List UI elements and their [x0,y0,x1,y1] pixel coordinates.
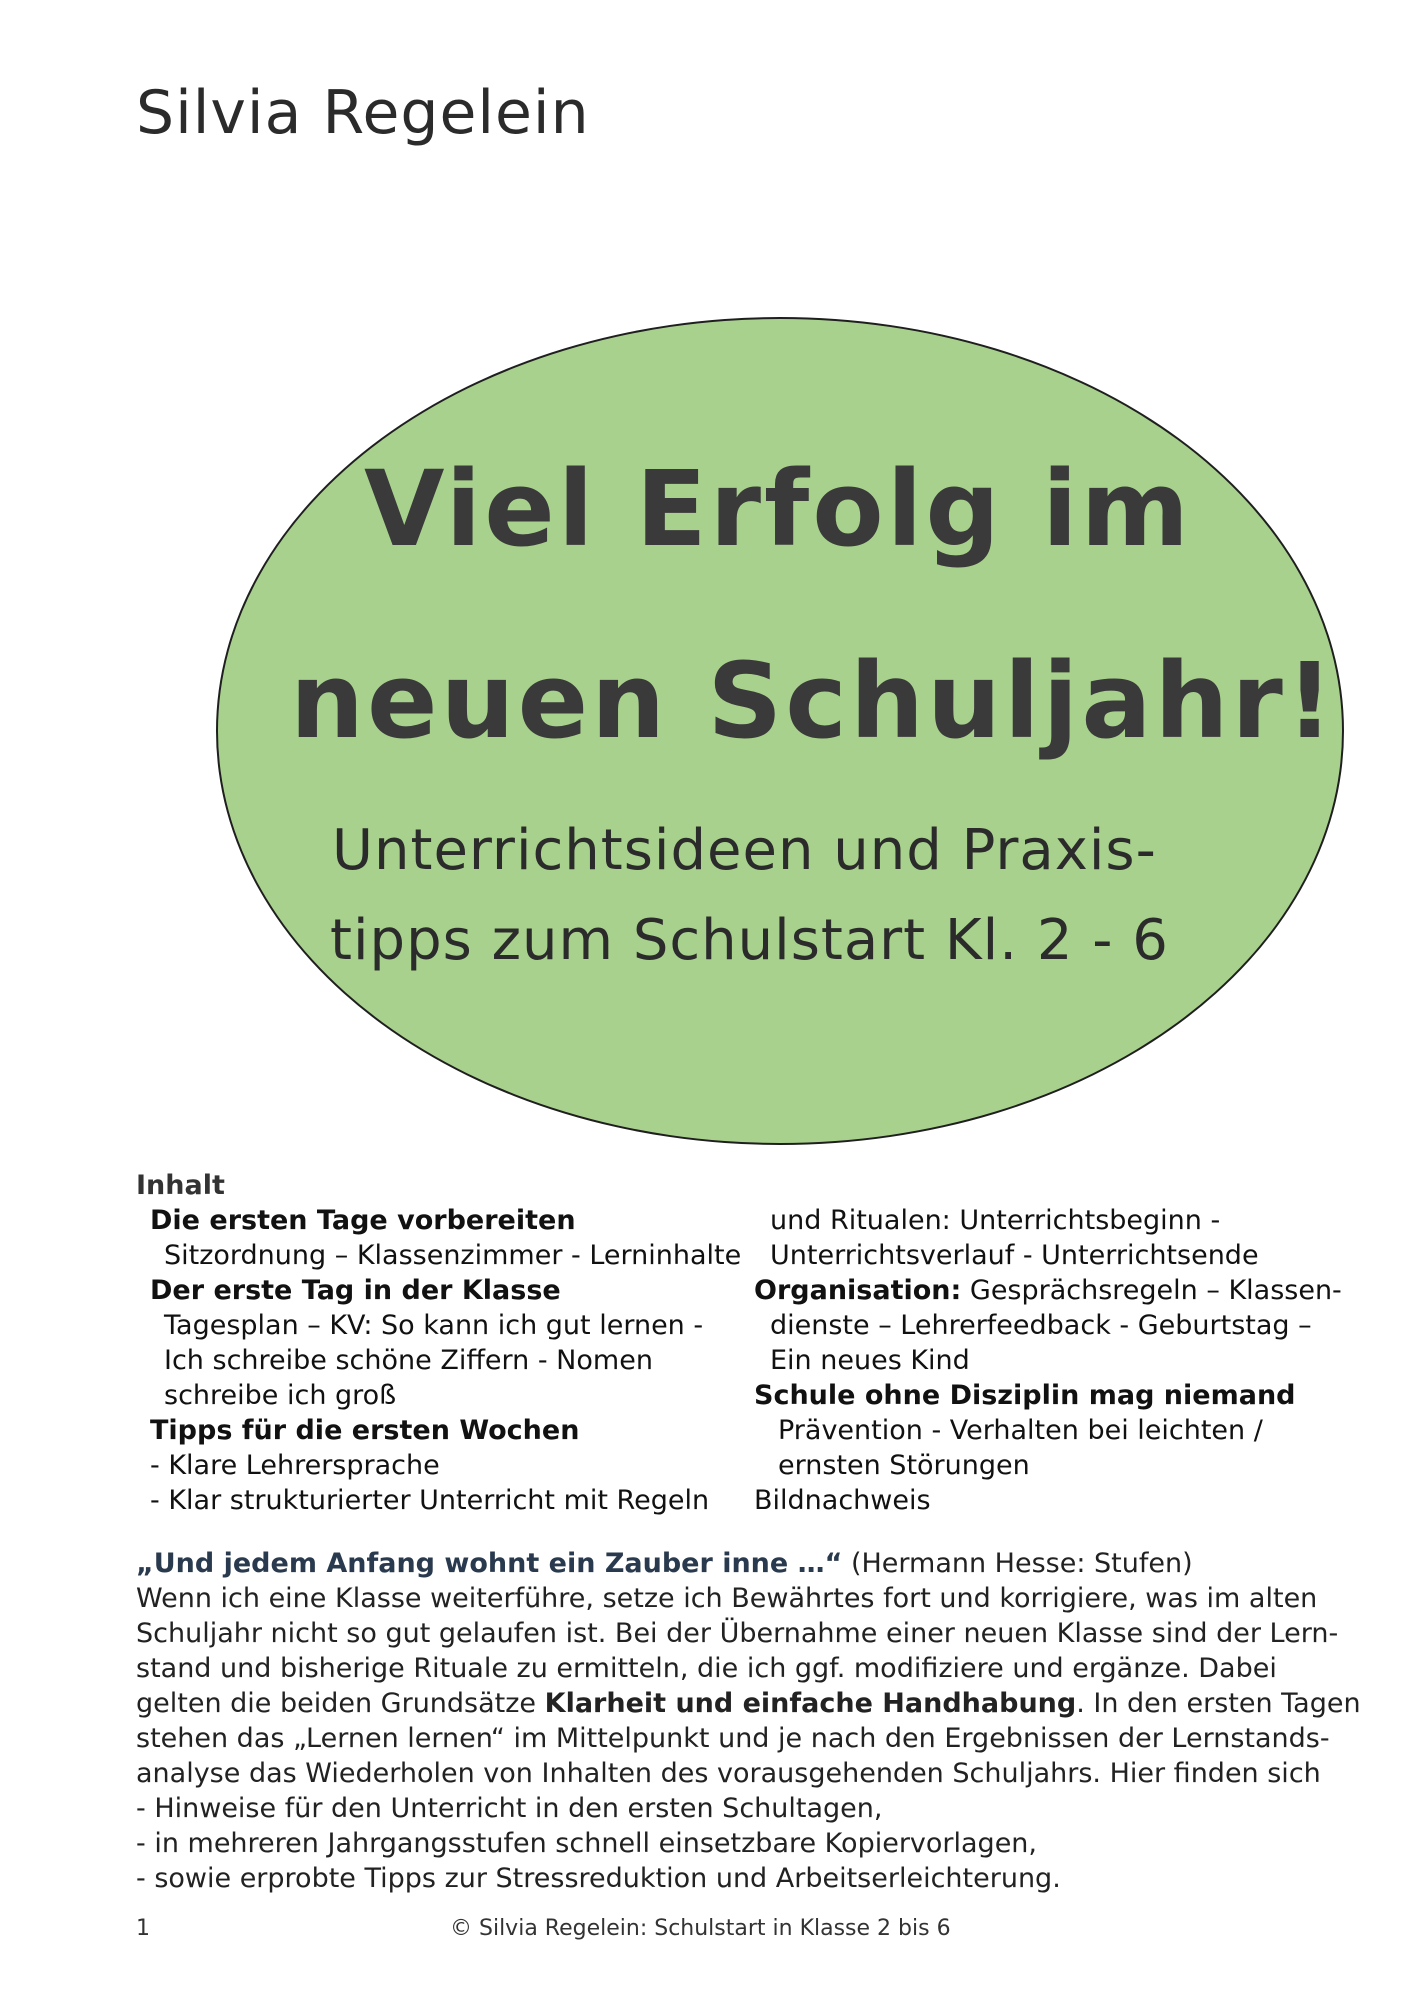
footer-copyright: © Silvia Regelein: Schulstart in Klasse 2 bis 6 [450,1916,951,1941]
title-line-2: neuen Schuljahr! [290,640,1337,762]
contents-item: Schule ohne Disziplin mag niemand [754,1380,1296,1411]
contents-item: Unterrichtsverlauf - Unterrichtsende [770,1240,1259,1271]
subtitle-line-2: tipps zum Schulstart Kl. 2 - 6 [330,908,1169,973]
intro-line: Wenn ich eine Klasse weiterführe, setze ich Bewährtes fort und korrigiere, was im alten [136,1583,1318,1614]
intro-line: - Hinweise für den Unterricht in den ersten Schultagen, [136,1793,883,1824]
contents-item-text: Gesprächsregeln – Klassen- [961,1275,1342,1306]
intro-line: - sowie erprobte Tipps zur Stressreduktion und Arbeitserleichterung. [136,1863,1061,1894]
contents-heading: Inhalt [136,1170,225,1201]
contents-item: Tagesplan – KV: So kann ich gut lernen - [164,1310,704,1341]
contents-item: schreibe ich groß [164,1380,397,1411]
intro-line: Schuljahr nicht so gut gelaufen ist. Bei der Übernahme einer neuen Klasse sind der Lern- [136,1618,1339,1649]
contents-left-column [136,1203,756,1518]
page-number: 1 [136,1916,150,1941]
contents-item: Ein neues Kind [770,1345,970,1376]
author-name: Silvia Regelein [136,78,590,148]
intro-quote: „Und jedem Anfang wohnt ein Zauber inne …“ [136,1548,843,1579]
intro-line: - in mehreren Jahrgangsstufen schnell einsetzbare Kopiervorlagen, [136,1828,1038,1859]
intro-bold-part: Klarheit und einfache Handhabung [544,1688,1077,1719]
contents-item-bold: Organisation: [754,1275,962,1306]
contents-right-column [754,1203,1374,1518]
contents-item: Prävention - Verhalten bei leichten / [778,1415,1263,1446]
intro-quote-line [136,1546,1346,1581]
contents-item: ernsten Störungen [778,1450,1030,1481]
contents-item: und Ritualen: Unterrichtsbeginn - [770,1205,1221,1236]
contents-item: Ich schreibe schöne Ziffern - Nomen [164,1345,653,1376]
intro-line: stehen das „Lernen lernen“ im Mittelpunkt und je nach den Ergebnissen der Lernstands- [136,1723,1330,1754]
contents-item: dienste – Lehrerfeedback - Geburtstag – [770,1310,1312,1341]
contents-item: Sitzordnung – Klassenzimmer - Lerninhalte [164,1240,742,1271]
intro-text [136,1546,1361,1896]
contents-item: Bildnachweis [754,1485,931,1516]
subtitle-line-1: Unterrichtsideen und Praxis- [332,818,1157,883]
intro-text-part: gelten die beiden Grundsätze [136,1688,545,1719]
intro-line [136,1686,1361,1721]
intro-quote-source: (Hermann Hesse: Stufen) [842,1548,1193,1579]
intro-line: analyse das Wiederholen von Inhalten des vorausgehenden Schuljahrs. Hier finden sich [136,1758,1321,1789]
contents-item: Tipps für die ersten Wochen [150,1415,580,1446]
contents-item: Die ersten Tage vorbereiten [150,1205,576,1236]
contents-item [754,1273,1374,1308]
contents-item: - Klar strukturierter Unterricht mit Regeln [150,1485,710,1516]
contents-item: - Klare Lehrersprache [150,1450,440,1481]
title-line-1: Viel Erfolg im [364,448,1193,570]
contents-item: Der erste Tag in der Klasse [150,1275,561,1306]
intro-line: stand und bisherige Rituale zu ermitteln, die ich ggf. modifiziere und ergänze. Dabei [136,1653,1277,1684]
intro-text-part: . In den ersten Tagen [1076,1688,1361,1719]
